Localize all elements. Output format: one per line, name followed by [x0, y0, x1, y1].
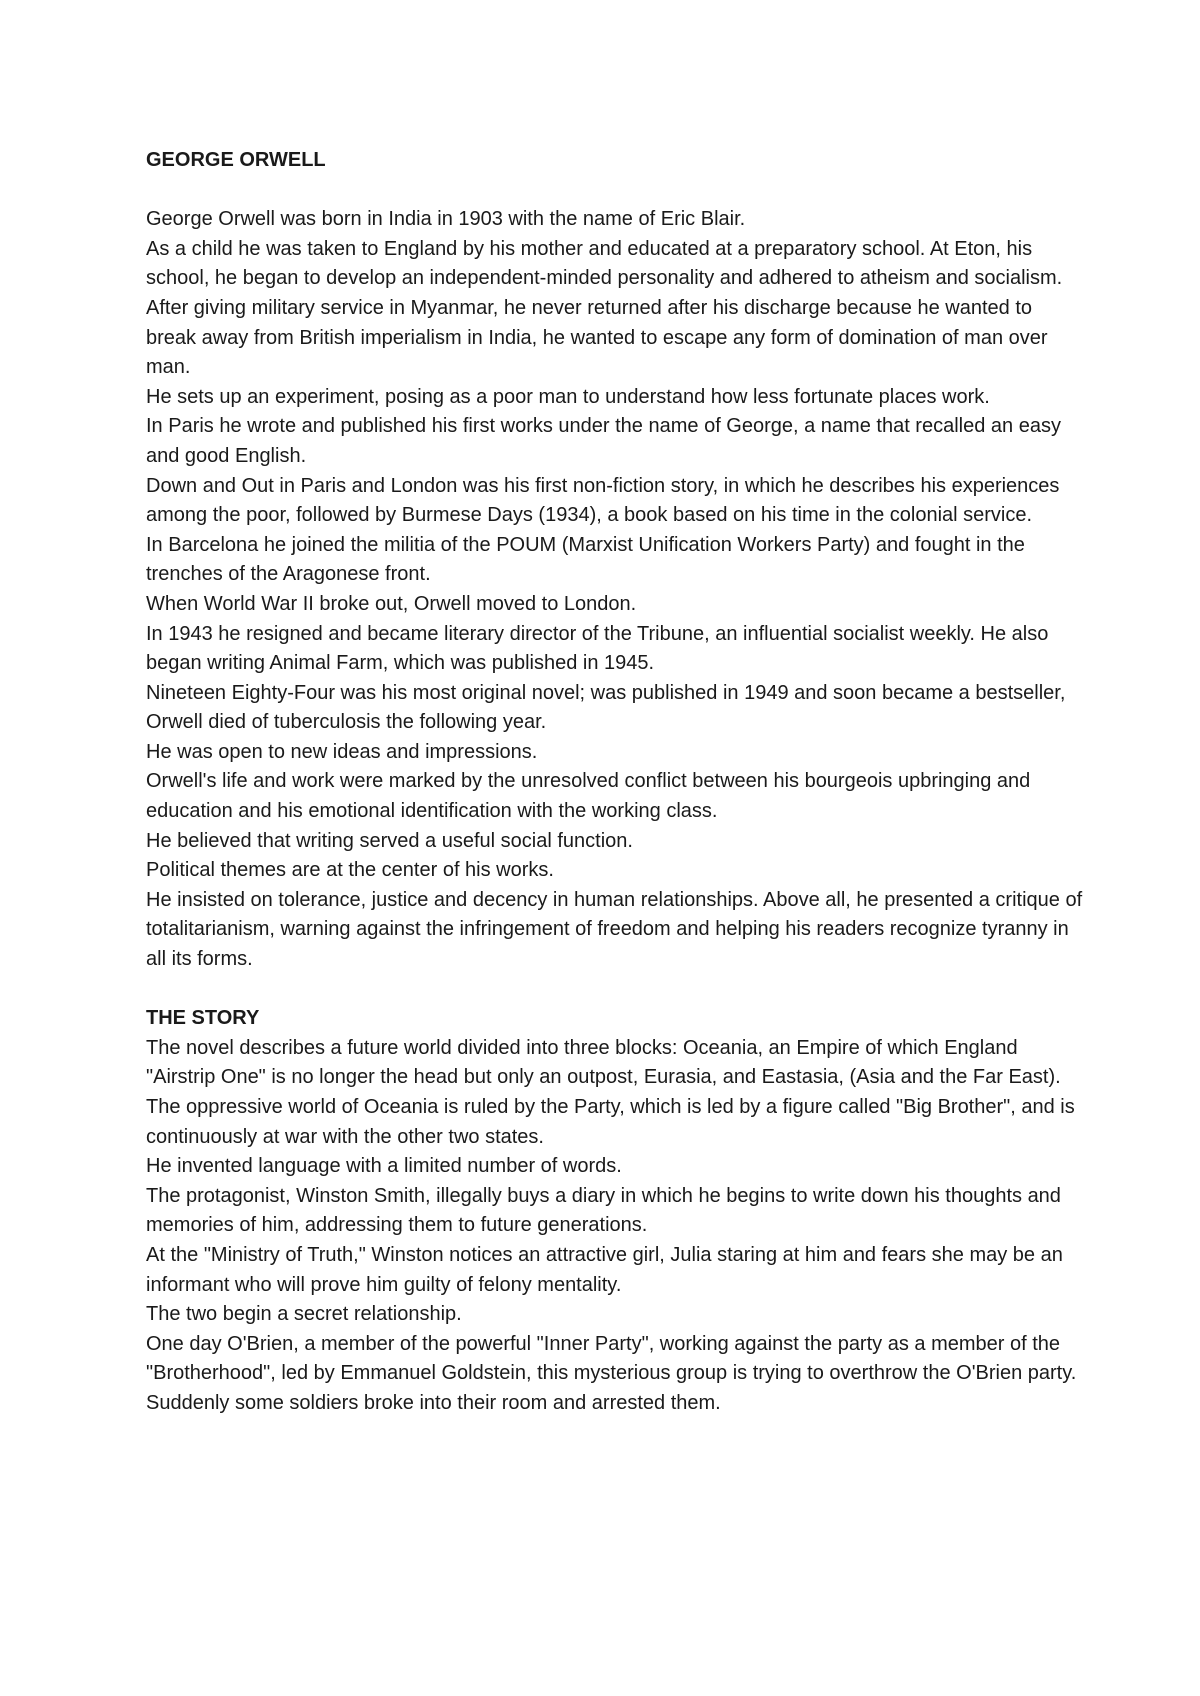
paragraph: Suddenly some soldiers broke into their room and arrested them.: [146, 1391, 721, 1414]
paragraph: He sets up an experiment, posing as a poor man to understand how less fortunate places work.: [146, 385, 990, 408]
paragraph: Nineteen Eighty-Four was his most original novel; was published in 1949 and soon became a bestseller, Orwell died of tuberculosis the following year.: [146, 681, 1066, 734]
section-heading: GEORGE ORWELL: [146, 149, 326, 171]
paragraph: The oppressive world of Oceania is ruled by the Party, which is led by a figure called "Big Brother", and is continuously at war with the other two states.: [146, 1096, 1075, 1148]
document-body: [146, 146, 1086, 1419]
spacer: [146, 975, 1086, 1005]
paragraph: The two begin a secret relationship.: [146, 1303, 462, 1326]
paragraph: George Orwell was born in India in 1903 with the name of Eric Blair.: [146, 208, 746, 231]
section-heading: THE STORY: [146, 1007, 260, 1030]
paragraph: Political themes are at the center of his works.: [146, 859, 554, 882]
paragraph: In Barcelona he joined the militia of the POUM (Marxist Unification Workers Party) and fought in the trenches of the Aragonese front.: [146, 533, 1025, 586]
paragraph: He was open to new ideas and impressions.: [146, 740, 538, 763]
paragraph: When World War II broke out, Orwell moved to London.: [146, 592, 637, 615]
section-the-story: [146, 1004, 1086, 1418]
paragraph: After giving military service in Myanmar, he never returned after his discharge because he wanted to break away from British imperialism in India, he wanted to escape any form of domination of man over man.: [146, 296, 1048, 379]
paragraph: As a child he was taken to England by his mother and educated at a preparatory school. At Eton, his school, he began to develop an independent-minded personality and adhered to atheism and socialism.: [146, 237, 1063, 290]
paragraph: One day O'Brien, a member of the powerful "Inner Party", working against the party as a member of the "Brotherhood", led by Emmanuel Goldstein, this mysterious group is trying to overthrow the O'Brien party.: [146, 1332, 1077, 1385]
paragraph: He believed that writing served a useful social function.: [146, 829, 633, 852]
paragraph: The novel describes a future world divided into three blocks: Oceania, an Empire of which England "Airstrip One" is no longer the head but only an outpost, Eurasia, and Eastasia, (Asia and the Far East).: [146, 1036, 1061, 1089]
paragraph: In 1943 he resigned and became literary director of the Tribune, an influential socialist weekly. He also began writing Animal Farm, which was published in 1945.: [146, 622, 1049, 675]
paragraph: At the "Ministry of Truth," Winston notices an attractive girl, Julia staring at him and fears she may be an informant who will prove him guilty of felony mentality.: [146, 1243, 1063, 1296]
paragraph: He invented language with a limited number of words.: [146, 1155, 622, 1178]
section-george-orwell: [146, 146, 1086, 975]
paragraph: Orwell's life and work were marked by the unresolved conflict between his bourgeois upbringing and education and his emotional identification with the working class.: [146, 770, 1031, 823]
paragraph: Down and Out in Paris and London was his first non-fiction story, in which he describes his experiences among the poor, followed by Burmese Days (1934), a book based on his time in the colonial service.: [146, 474, 1060, 527]
paragraph: The protagonist, Winston Smith, illegally buys a diary in which he begins to write down his thoughts and memories of him, addressing them to future generations.: [146, 1184, 1061, 1237]
spacer: [146, 176, 1086, 206]
paragraph: In Paris he wrote and published his first works under the name of George, a name that recalled an easy and good English.: [146, 415, 1061, 467]
paragraph: He insisted on tolerance, justice and decency in human relationships. Above all, he presented a critique of totalitarianism, warning against the infringement of freedom and helping his readers recognize tyranny in all its forms.: [146, 888, 1083, 971]
